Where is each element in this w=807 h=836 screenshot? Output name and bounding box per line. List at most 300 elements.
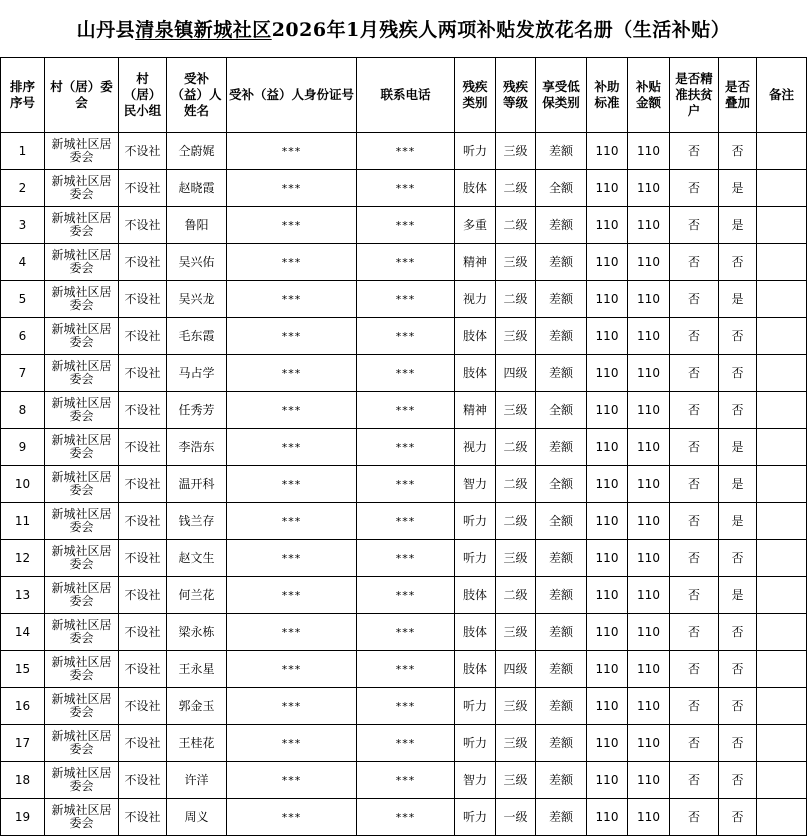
column-header: 补贴 金额 <box>628 58 670 133</box>
cell-note <box>757 651 807 688</box>
cell-standard: 110 <box>587 170 628 207</box>
column-header: 享受低 保类别 <box>536 58 587 133</box>
cell-name: 赵文生 <box>167 540 227 577</box>
cell-committee: 新城社区居 委会 <box>45 799 119 836</box>
cell-standard: 110 <box>587 688 628 725</box>
cell-name: 周义 <box>167 799 227 836</box>
cell-group: 不设社 <box>119 170 167 207</box>
cell-precise-poverty: 否 <box>670 355 719 392</box>
cell-committee: 新城社区居 委会 <box>45 133 119 170</box>
cell-committee: 新城社区居 委会 <box>45 577 119 614</box>
cell-overlap: 否 <box>719 725 757 762</box>
cell-precise-poverty: 否 <box>670 392 719 429</box>
cell-dibao-type: 全额 <box>536 466 587 503</box>
cell-dibao-type: 差额 <box>536 577 587 614</box>
table-row <box>1 207 807 244</box>
table-row <box>1 762 807 799</box>
cell-id-number: *** <box>227 725 357 762</box>
cell-standard: 110 <box>587 133 628 170</box>
cell-group: 不设社 <box>119 799 167 836</box>
cell-id-number: *** <box>227 429 357 466</box>
cell-index: 9 <box>1 429 45 466</box>
table-row <box>1 244 807 281</box>
cell-id-number: *** <box>227 392 357 429</box>
cell-group: 不设社 <box>119 318 167 355</box>
cell-disability-level: 二级 <box>496 207 536 244</box>
cell-name: 吴兴龙 <box>167 281 227 318</box>
cell-name: 李浩东 <box>167 429 227 466</box>
cell-amount: 110 <box>628 614 670 651</box>
cell-phone: *** <box>357 133 455 170</box>
cell-name: 仝蔚娓 <box>167 133 227 170</box>
cell-standard: 110 <box>587 281 628 318</box>
cell-standard: 110 <box>587 244 628 281</box>
cell-disability-level: 二级 <box>496 170 536 207</box>
cell-index: 18 <box>1 762 45 799</box>
cell-phone: *** <box>357 429 455 466</box>
cell-note <box>757 355 807 392</box>
cell-overlap: 否 <box>719 318 757 355</box>
cell-id-number: *** <box>227 355 357 392</box>
cell-id-number: *** <box>227 762 357 799</box>
cell-committee: 新城社区居 委会 <box>45 688 119 725</box>
cell-precise-poverty: 否 <box>670 207 719 244</box>
cell-precise-poverty: 否 <box>670 429 719 466</box>
cell-name: 钱兰存 <box>167 503 227 540</box>
cell-committee: 新城社区居 委会 <box>45 614 119 651</box>
cell-standard: 110 <box>587 651 628 688</box>
cell-dibao-type: 差额 <box>536 207 587 244</box>
cell-committee: 新城社区居 委会 <box>45 355 119 392</box>
table-row <box>1 614 807 651</box>
cell-amount: 110 <box>628 577 670 614</box>
cell-index: 4 <box>1 244 45 281</box>
cell-committee: 新城社区居 委会 <box>45 244 119 281</box>
table-row <box>1 429 807 466</box>
cell-dibao-type: 全额 <box>536 170 587 207</box>
cell-overlap: 否 <box>719 392 757 429</box>
cell-id-number: *** <box>227 651 357 688</box>
cell-disability-level: 四级 <box>496 355 536 392</box>
cell-precise-poverty: 否 <box>670 244 719 281</box>
cell-index: 13 <box>1 577 45 614</box>
cell-disability-type: 精神 <box>455 392 496 429</box>
cell-amount: 110 <box>628 799 670 836</box>
cell-note <box>757 503 807 540</box>
cell-group: 不设社 <box>119 244 167 281</box>
cell-overlap: 是 <box>719 207 757 244</box>
cell-precise-poverty: 否 <box>670 466 719 503</box>
cell-disability-type: 视力 <box>455 429 496 466</box>
cell-overlap: 是 <box>719 503 757 540</box>
cell-amount: 110 <box>628 170 670 207</box>
cell-committee: 新城社区居 委会 <box>45 651 119 688</box>
cell-disability-level: 三级 <box>496 392 536 429</box>
cell-disability-type: 听力 <box>455 688 496 725</box>
cell-id-number: *** <box>227 688 357 725</box>
cell-note <box>757 133 807 170</box>
cell-disability-type: 肢体 <box>455 577 496 614</box>
table-row <box>1 392 807 429</box>
cell-disability-level: 三级 <box>496 318 536 355</box>
cell-committee: 新城社区居 委会 <box>45 281 119 318</box>
cell-amount: 110 <box>628 688 670 725</box>
cell-disability-type: 肢体 <box>455 651 496 688</box>
cell-phone: *** <box>357 799 455 836</box>
cell-disability-type: 肢体 <box>455 355 496 392</box>
cell-precise-poverty: 否 <box>670 614 719 651</box>
cell-phone: *** <box>357 318 455 355</box>
cell-dibao-type: 差额 <box>536 614 587 651</box>
cell-amount: 110 <box>628 466 670 503</box>
cell-phone: *** <box>357 355 455 392</box>
cell-group: 不设社 <box>119 281 167 318</box>
table-body <box>1 133 807 836</box>
cell-note <box>757 392 807 429</box>
cell-phone: *** <box>357 466 455 503</box>
cell-index: 16 <box>1 688 45 725</box>
cell-overlap: 否 <box>719 651 757 688</box>
cell-committee: 新城社区居 委会 <box>45 762 119 799</box>
cell-amount: 110 <box>628 540 670 577</box>
cell-note <box>757 281 807 318</box>
cell-id-number: *** <box>227 133 357 170</box>
cell-index: 3 <box>1 207 45 244</box>
cell-disability-level: 三级 <box>496 244 536 281</box>
table-row <box>1 318 807 355</box>
title-underlined: 清泉镇新城社区 <box>135 19 272 41</box>
cell-phone: *** <box>357 688 455 725</box>
title-prefix: 山丹县 <box>76 19 136 41</box>
cell-phone: *** <box>357 207 455 244</box>
cell-overlap: 否 <box>719 688 757 725</box>
cell-phone: *** <box>357 540 455 577</box>
cell-name: 任秀芳 <box>167 392 227 429</box>
cell-standard: 110 <box>587 355 628 392</box>
cell-name: 梁永栋 <box>167 614 227 651</box>
column-header: 受补（益）人身份证号 <box>227 58 357 133</box>
cell-standard: 110 <box>587 577 628 614</box>
cell-index: 10 <box>1 466 45 503</box>
cell-disability-level: 二级 <box>496 503 536 540</box>
cell-name: 温开科 <box>167 466 227 503</box>
cell-overlap: 否 <box>719 540 757 577</box>
cell-precise-poverty: 否 <box>670 725 719 762</box>
cell-precise-poverty: 否 <box>670 651 719 688</box>
cell-precise-poverty: 否 <box>670 762 719 799</box>
cell-amount: 110 <box>628 207 670 244</box>
cell-id-number: *** <box>227 170 357 207</box>
cell-index: 7 <box>1 355 45 392</box>
cell-note <box>757 170 807 207</box>
cell-amount: 110 <box>628 503 670 540</box>
cell-group: 不设社 <box>119 503 167 540</box>
cell-index: 19 <box>1 799 45 836</box>
table-row <box>1 355 807 392</box>
cell-note <box>757 429 807 466</box>
cell-group: 不设社 <box>119 133 167 170</box>
cell-note <box>757 577 807 614</box>
column-header: 村（居）委 会 <box>45 58 119 133</box>
cell-id-number: *** <box>227 318 357 355</box>
cell-overlap: 否 <box>719 133 757 170</box>
cell-index: 17 <box>1 725 45 762</box>
table-row <box>1 725 807 762</box>
cell-overlap: 否 <box>719 244 757 281</box>
cell-disability-level: 三级 <box>496 762 536 799</box>
cell-overlap: 否 <box>719 355 757 392</box>
cell-phone: *** <box>357 614 455 651</box>
cell-precise-poverty: 否 <box>670 688 719 725</box>
cell-precise-poverty: 否 <box>670 577 719 614</box>
cell-group: 不设社 <box>119 688 167 725</box>
column-header: 补助 标准 <box>587 58 628 133</box>
cell-dibao-type: 差额 <box>536 762 587 799</box>
table-row <box>1 133 807 170</box>
cell-disability-level: 三级 <box>496 725 536 762</box>
table-row <box>1 466 807 503</box>
cell-phone: *** <box>357 762 455 799</box>
cell-overlap: 是 <box>719 577 757 614</box>
cell-amount: 110 <box>628 355 670 392</box>
cell-precise-poverty: 否 <box>670 170 719 207</box>
cell-dibao-type: 差额 <box>536 429 587 466</box>
cell-note <box>757 799 807 836</box>
header-row <box>1 58 807 133</box>
cell-name: 许洋 <box>167 762 227 799</box>
cell-index: 14 <box>1 614 45 651</box>
cell-group: 不设社 <box>119 355 167 392</box>
cell-index: 12 <box>1 540 45 577</box>
cell-id-number: *** <box>227 244 357 281</box>
cell-precise-poverty: 否 <box>670 540 719 577</box>
table-row <box>1 170 807 207</box>
cell-overlap: 是 <box>719 466 757 503</box>
cell-amount: 110 <box>628 318 670 355</box>
cell-id-number: *** <box>227 466 357 503</box>
cell-name: 鲁阳 <box>167 207 227 244</box>
cell-name: 郭金玉 <box>167 688 227 725</box>
cell-index: 5 <box>1 281 45 318</box>
cell-disability-level: 三级 <box>496 688 536 725</box>
cell-id-number: *** <box>227 799 357 836</box>
cell-name: 王桂花 <box>167 725 227 762</box>
cell-dibao-type: 差额 <box>536 725 587 762</box>
cell-disability-type: 肢体 <box>455 614 496 651</box>
cell-standard: 110 <box>587 318 628 355</box>
cell-disability-type: 听力 <box>455 725 496 762</box>
cell-name: 何兰花 <box>167 577 227 614</box>
cell-committee: 新城社区居 委会 <box>45 429 119 466</box>
cell-disability-type: 听力 <box>455 540 496 577</box>
cell-group: 不设社 <box>119 207 167 244</box>
cell-group: 不设社 <box>119 540 167 577</box>
table-row <box>1 281 807 318</box>
cell-committee: 新城社区居 委会 <box>45 503 119 540</box>
cell-id-number: *** <box>227 540 357 577</box>
table-row <box>1 577 807 614</box>
cell-disability-level: 三级 <box>496 133 536 170</box>
cell-id-number: *** <box>227 614 357 651</box>
cell-committee: 新城社区居 委会 <box>45 466 119 503</box>
cell-note <box>757 614 807 651</box>
cell-standard: 110 <box>587 207 628 244</box>
cell-standard: 110 <box>587 503 628 540</box>
cell-index: 15 <box>1 651 45 688</box>
cell-id-number: *** <box>227 281 357 318</box>
cell-dibao-type: 全额 <box>536 392 587 429</box>
cell-disability-level: 二级 <box>496 429 536 466</box>
cell-index: 6 <box>1 318 45 355</box>
table-row <box>1 688 807 725</box>
cell-index: 11 <box>1 503 45 540</box>
cell-overlap: 否 <box>719 799 757 836</box>
cell-disability-level: 二级 <box>496 281 536 318</box>
cell-overlap: 是 <box>719 429 757 466</box>
page-title <box>0 0 807 57</box>
cell-standard: 110 <box>587 466 628 503</box>
table-row <box>1 799 807 836</box>
roster-table <box>0 57 807 836</box>
cell-group: 不设社 <box>119 392 167 429</box>
cell-disability-type: 听力 <box>455 133 496 170</box>
cell-committee: 新城社区居 委会 <box>45 540 119 577</box>
cell-group: 不设社 <box>119 725 167 762</box>
cell-index: 8 <box>1 392 45 429</box>
cell-overlap: 否 <box>719 614 757 651</box>
cell-group: 不设社 <box>119 466 167 503</box>
cell-standard: 110 <box>587 725 628 762</box>
cell-amount: 110 <box>628 429 670 466</box>
cell-disability-type: 多重 <box>455 207 496 244</box>
cell-disability-level: 二级 <box>496 466 536 503</box>
cell-group: 不设社 <box>119 651 167 688</box>
column-header: 联系电话 <box>357 58 455 133</box>
cell-name: 吴兴佑 <box>167 244 227 281</box>
cell-dibao-type: 差额 <box>536 540 587 577</box>
cell-name: 赵晓霞 <box>167 170 227 207</box>
cell-committee: 新城社区居 委会 <box>45 207 119 244</box>
cell-name: 毛东霞 <box>167 318 227 355</box>
cell-standard: 110 <box>587 614 628 651</box>
cell-disability-level: 一级 <box>496 799 536 836</box>
cell-name: 王永星 <box>167 651 227 688</box>
column-header: 村（居） 民小组 <box>119 58 167 133</box>
column-header: 残疾 等级 <box>496 58 536 133</box>
cell-committee: 新城社区居 委会 <box>45 725 119 762</box>
cell-dibao-type: 全额 <box>536 503 587 540</box>
column-header: 是否 叠加 <box>719 58 757 133</box>
cell-amount: 110 <box>628 244 670 281</box>
cell-phone: *** <box>357 725 455 762</box>
cell-disability-level: 三级 <box>496 614 536 651</box>
cell-phone: *** <box>357 651 455 688</box>
cell-note <box>757 688 807 725</box>
cell-disability-type: 视力 <box>455 281 496 318</box>
cell-precise-poverty: 否 <box>670 133 719 170</box>
cell-overlap: 否 <box>719 762 757 799</box>
cell-disability-level: 四级 <box>496 651 536 688</box>
cell-standard: 110 <box>587 762 628 799</box>
cell-amount: 110 <box>628 651 670 688</box>
cell-dibao-type: 差额 <box>536 688 587 725</box>
cell-note <box>757 207 807 244</box>
cell-overlap: 是 <box>719 281 757 318</box>
cell-name: 马占学 <box>167 355 227 392</box>
cell-phone: *** <box>357 503 455 540</box>
cell-committee: 新城社区居 委会 <box>45 392 119 429</box>
cell-disability-type: 精神 <box>455 244 496 281</box>
cell-overlap: 是 <box>719 170 757 207</box>
cell-disability-type: 肢体 <box>455 318 496 355</box>
cell-disability-type: 听力 <box>455 503 496 540</box>
cell-phone: *** <box>357 392 455 429</box>
cell-note <box>757 318 807 355</box>
cell-group: 不设社 <box>119 429 167 466</box>
cell-disability-type: 听力 <box>455 799 496 836</box>
cell-note <box>757 762 807 799</box>
cell-disability-level: 二级 <box>496 577 536 614</box>
cell-standard: 110 <box>587 799 628 836</box>
cell-disability-type: 肢体 <box>455 170 496 207</box>
cell-index: 1 <box>1 133 45 170</box>
cell-disability-type: 智力 <box>455 762 496 799</box>
column-header: 备注 <box>757 58 807 133</box>
cell-phone: *** <box>357 170 455 207</box>
column-header: 受补 （益）人 姓名 <box>167 58 227 133</box>
cell-dibao-type: 差额 <box>536 133 587 170</box>
cell-group: 不设社 <box>119 762 167 799</box>
table-row <box>1 540 807 577</box>
cell-note <box>757 725 807 762</box>
cell-group: 不设社 <box>119 614 167 651</box>
cell-dibao-type: 差额 <box>536 281 587 318</box>
cell-index: 2 <box>1 170 45 207</box>
cell-dibao-type: 差额 <box>536 651 587 688</box>
cell-amount: 110 <box>628 392 670 429</box>
cell-disability-type: 智力 <box>455 466 496 503</box>
cell-group: 不设社 <box>119 577 167 614</box>
cell-id-number: *** <box>227 207 357 244</box>
cell-dibao-type: 差额 <box>536 799 587 836</box>
column-header: 排序 序号 <box>1 58 45 133</box>
cell-amount: 110 <box>628 133 670 170</box>
cell-precise-poverty: 否 <box>670 503 719 540</box>
cell-note <box>757 540 807 577</box>
column-header: 残疾 类别 <box>455 58 496 133</box>
cell-standard: 110 <box>587 392 628 429</box>
cell-amount: 110 <box>628 281 670 318</box>
cell-id-number: *** <box>227 503 357 540</box>
cell-note <box>757 244 807 281</box>
cell-dibao-type: 差额 <box>536 355 587 392</box>
cell-phone: *** <box>357 577 455 614</box>
cell-phone: *** <box>357 244 455 281</box>
cell-disability-level: 三级 <box>496 540 536 577</box>
cell-dibao-type: 差额 <box>536 244 587 281</box>
cell-amount: 110 <box>628 725 670 762</box>
cell-standard: 110 <box>587 540 628 577</box>
cell-phone: *** <box>357 281 455 318</box>
table-row <box>1 503 807 540</box>
cell-committee: 新城社区居 委会 <box>45 170 119 207</box>
table-row <box>1 651 807 688</box>
cell-id-number: *** <box>227 577 357 614</box>
cell-amount: 110 <box>628 762 670 799</box>
cell-committee: 新城社区居 委会 <box>45 318 119 355</box>
cell-precise-poverty: 否 <box>670 318 719 355</box>
cell-precise-poverty: 否 <box>670 799 719 836</box>
